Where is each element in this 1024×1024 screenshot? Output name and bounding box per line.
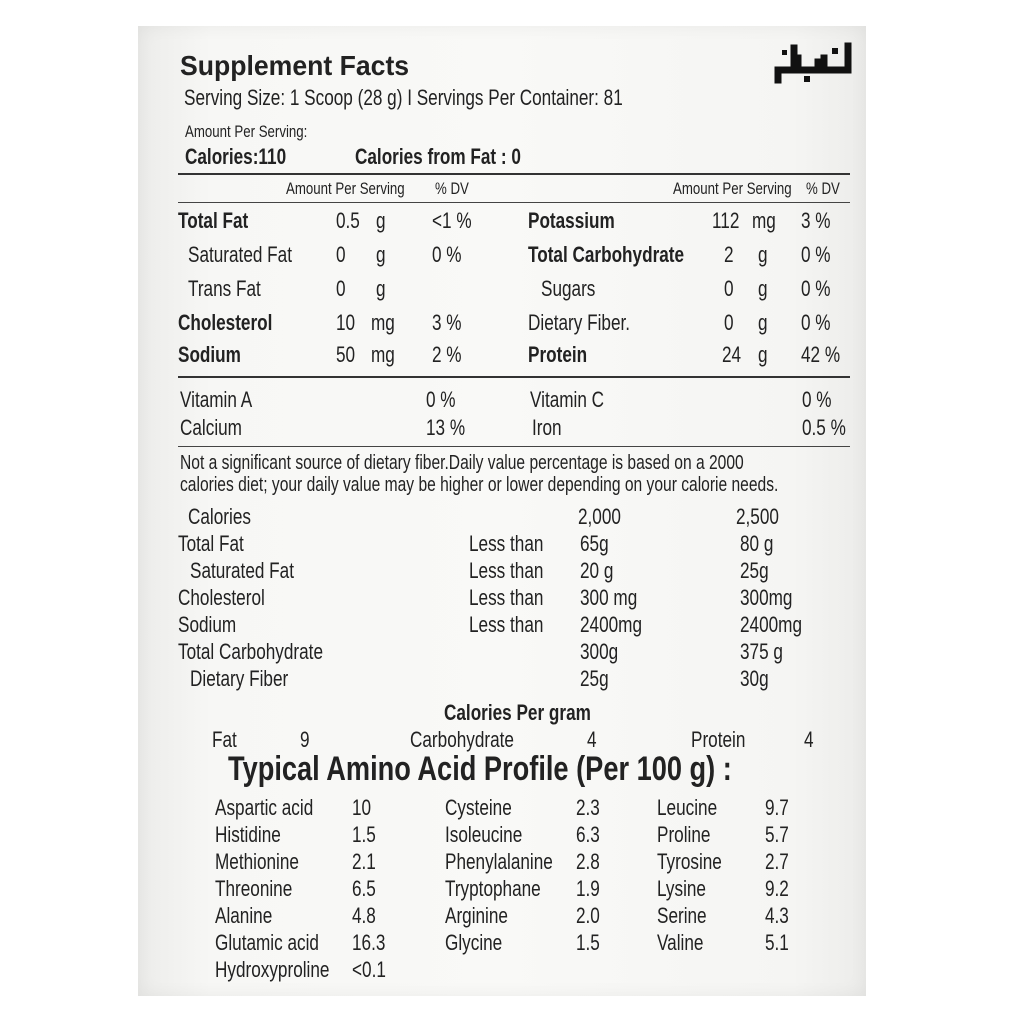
nutrient-dv: 3 % <box>801 208 831 233</box>
brand-logo <box>774 40 852 84</box>
left-amount-header: Amount Per Serving <box>286 179 405 198</box>
iron-dv: 0.5 % <box>802 415 846 440</box>
dv-row-qualifier: Less than <box>469 558 544 583</box>
dv-row-2500: 2,500 <box>736 504 779 529</box>
dv-row-name: Sodium <box>178 612 237 637</box>
calcium-dv: 13 % <box>426 415 466 440</box>
calcium-label: Calcium <box>180 415 242 440</box>
amino-value: 6.3 <box>576 822 600 847</box>
nutrient-unit: g <box>758 342 768 367</box>
nutrient-unit: g <box>376 208 386 233</box>
cpg-fat-label: Fat <box>212 727 237 752</box>
dv-row-2500: 2400mg <box>740 612 803 637</box>
amino-name: Cysteine <box>445 795 512 820</box>
amino-value: 10 <box>352 795 372 820</box>
dv-row-2000: 300g <box>580 639 619 664</box>
cpg-fat-value: 9 <box>300 727 310 752</box>
vitamin-c-dv: 0 % <box>802 387 832 412</box>
right-amount-header: Amount Per Serving <box>673 179 792 198</box>
footnote-line-2: calories diet; your daily value may be higher or lower depending on your calorie needs. <box>180 474 779 496</box>
amino-value: 2.3 <box>576 795 600 820</box>
amino-value: 16.3 <box>352 930 386 955</box>
nutrient-amount: 24 <box>722 342 742 367</box>
amino-name: Arginine <box>445 903 508 928</box>
nutrient-dv: <1 % <box>432 208 472 233</box>
nutrient-amount: 0 <box>724 276 734 301</box>
nutrient-unit: mg <box>371 310 395 335</box>
left-dv-header: % DV <box>435 179 469 198</box>
amino-value: 5.7 <box>765 822 789 847</box>
dv-row-2500: 80 g <box>740 531 774 556</box>
nutrient-unit: g <box>758 276 768 301</box>
amino-name: Aspartic acid <box>215 795 314 820</box>
amino-name: Proline <box>657 822 711 847</box>
nutrient-dv: 0 % <box>801 276 831 301</box>
amino-value: 9.2 <box>765 876 789 901</box>
divider <box>178 173 850 175</box>
dv-row-qualifier: Less than <box>469 531 544 556</box>
nutrient-name: Sodium <box>178 342 241 367</box>
nutrient-dv: 0 % <box>432 242 462 267</box>
amino-value: 1.9 <box>576 876 600 901</box>
amino-name: Alanine <box>215 903 273 928</box>
amino-name: Threonine <box>215 876 293 901</box>
nutrient-dv: 0 % <box>801 310 831 335</box>
dv-row-2000: 25g <box>580 666 609 691</box>
cpg-protein-label: Protein <box>691 727 746 752</box>
nutrient-name: Protein <box>528 342 588 367</box>
amino-name: Serine <box>657 903 707 928</box>
amino-value: 2.1 <box>352 849 376 874</box>
nutrient-unit: g <box>758 310 768 335</box>
calories-from-fat: Calories from Fat : 0 <box>355 144 521 169</box>
footnote-line-1: Not a significant source of dietary fiber.Daily value percentage is based on a 2000 <box>180 452 744 474</box>
cpg-protein-value: 4 <box>804 727 814 752</box>
amino-value: 2.7 <box>765 849 789 874</box>
amino-name: Leucine <box>657 795 718 820</box>
nutrient-name: Total Fat <box>178 208 249 233</box>
amino-name: Lysine <box>657 876 706 901</box>
divider <box>178 446 850 447</box>
iron-label: Iron <box>532 415 562 440</box>
nutrient-dv: 2 % <box>432 342 462 367</box>
amino-name: Valine <box>657 930 704 955</box>
nutrient-unit: g <box>376 242 386 267</box>
amino-name: Isoleucine <box>445 822 523 847</box>
dv-row-name: Cholesterol <box>178 585 265 610</box>
calories: Calories:110 <box>185 144 287 169</box>
amino-value: 2.0 <box>576 903 600 928</box>
dv-row-name: Saturated Fat <box>190 558 294 583</box>
dv-row-2000: 2400mg <box>580 612 643 637</box>
nutrient-amount: 0 <box>724 310 734 335</box>
dv-row-2000: 2,000 <box>578 504 621 529</box>
nutrient-dv: 0 % <box>801 242 831 267</box>
amino-name: Tyrosine <box>657 849 722 874</box>
dv-row-name: Total Carbohydrate <box>178 639 323 664</box>
nutrient-dv: 42 % <box>801 342 841 367</box>
dv-row-2500: 30g <box>740 666 769 691</box>
amino-value: 5.1 <box>765 930 789 955</box>
amino-name: Methionine <box>215 849 299 874</box>
nutrient-amount: 112 <box>712 208 740 233</box>
dv-row-2500: 300mg <box>740 585 793 610</box>
amino-value: <0.1 <box>352 957 386 982</box>
amount-per-serving-label: Amount Per Serving: <box>185 122 308 141</box>
vitamin-c-label: Vitamin C <box>530 387 605 412</box>
label-title: Supplement Facts <box>180 50 410 81</box>
dv-row-qualifier: Less than <box>469 585 544 610</box>
nutrient-name: Trans Fat <box>188 276 261 301</box>
nutrient-unit: g <box>758 242 768 267</box>
divider <box>178 202 850 203</box>
amino-value: 9.7 <box>765 795 789 820</box>
dv-row-2500: 375 g <box>740 639 783 664</box>
amino-value: 1.5 <box>576 930 600 955</box>
amino-name: Glycine <box>445 930 503 955</box>
nutrient-amount: 10 <box>336 310 356 335</box>
amino-name: Histidine <box>215 822 281 847</box>
amino-value: 6.5 <box>352 876 376 901</box>
nutrient-name: Dietary Fiber. <box>528 310 631 335</box>
dv-row-2000: 300 mg <box>580 585 638 610</box>
amino-value: 4.8 <box>352 903 376 928</box>
dv-row-name: Calories <box>188 504 251 529</box>
calories-per-gram-title: Calories Per gram <box>444 700 591 725</box>
nutrient-amount: 0 <box>336 276 346 301</box>
nutrient-unit: mg <box>752 208 776 233</box>
dv-row-2500: 25g <box>740 558 769 583</box>
serving-line: Serving Size: 1 Scoop (28 g) I Servings Per Container: 81 <box>184 85 623 110</box>
nutrient-name: Total Carbohydrate <box>528 242 685 267</box>
nutrient-unit: g <box>376 276 386 301</box>
nutrient-amount: 2 <box>724 242 734 267</box>
amino-name: Hydroxyproline <box>215 957 330 982</box>
nutrient-name: Cholesterol <box>178 310 273 335</box>
dv-row-qualifier: Less than <box>469 612 544 637</box>
nutrient-amount: 0.5 <box>336 208 360 233</box>
amino-value: 1.5 <box>352 822 376 847</box>
nutrient-name: Potassium <box>528 208 615 233</box>
amino-name: Glutamic acid <box>215 930 319 955</box>
nutrient-amount: 0 <box>336 242 346 267</box>
amino-title: Typical Amino Acid Profile (Per 100 g) : <box>228 750 732 788</box>
dv-row-name: Dietary Fiber <box>190 666 289 691</box>
divider <box>178 376 850 378</box>
amino-name: Phenylalanine <box>445 849 553 874</box>
vitamin-a-label: Vitamin A <box>180 387 253 412</box>
right-dv-header: % DV <box>806 179 840 198</box>
vitamin-a-dv: 0 % <box>426 387 456 412</box>
nutrient-amount: 50 <box>336 342 356 367</box>
dv-row-name: Total Fat <box>178 531 244 556</box>
nutrient-dv: 3 % <box>432 310 462 335</box>
nutrient-name: Sugars <box>541 276 596 301</box>
nutrient-unit: mg <box>371 342 395 367</box>
amino-value: 4.3 <box>765 903 789 928</box>
dv-row-2000: 20 g <box>580 558 614 583</box>
dv-row-2000: 65g <box>580 531 609 556</box>
cpg-carb-value: 4 <box>587 727 597 752</box>
amino-name: Tryptophane <box>445 876 541 901</box>
nutrient-name: Saturated Fat <box>188 242 292 267</box>
amino-value: 2.8 <box>576 849 600 874</box>
cpg-carb-label: Carbohydrate <box>410 727 514 752</box>
